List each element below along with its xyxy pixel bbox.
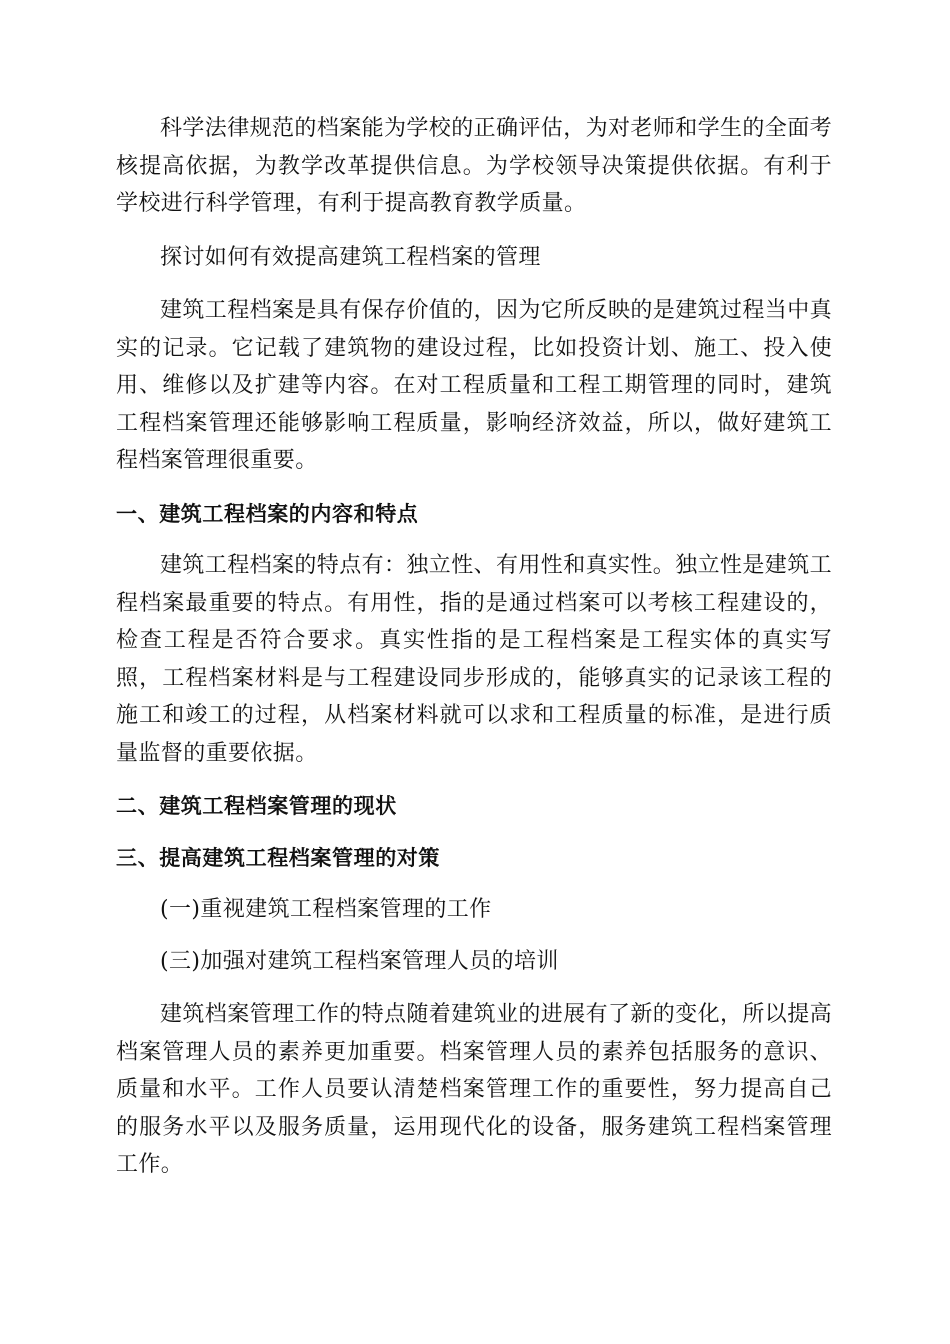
subsection-1: (一)重视建筑工程档案管理的工作	[160, 897, 492, 922]
section-heading-3: 三、提高建筑工程档案管理的对策	[116, 845, 440, 870]
paragraph-school-archives: 科学法律规范的档案能为学校的正确评估，为对老师和学生的全面考核提高依据，为教学改革提供信息。为学校领导决策提供依据。有利于学校进行科学管理，有利于提高教育教学质量。	[116, 116, 833, 216]
paragraph-intro: 建筑工程档案是具有保存价值的，因为它所反映的是建筑过程当中真实的记录。它记载了建筑物的建设过程，比如投资计划、施工、投入使用、维修以及扩建等内容。在对工程质量和工程工期管理的同时，建筑工程档案管理还能够影响工程质量，影响经济效益，所以，做好建筑工程档案管理很重要。	[116, 298, 833, 473]
paragraph-training: 建筑档案管理工作的特点随着建筑业的进展有了新的变化，所以提高档案管理人员的素养更加重要。档案管理人员的素养包括服务的意识、质量和水平。工作人员要认清楚档案管理工作的重要性，努力提高自己的服务水平以及服务质量，运用现代化的设备，服务建筑工程档案管理工作。	[116, 1002, 833, 1177]
subsection-3: (三)加强对建筑工程档案管理人员的培训	[160, 948, 559, 974]
section-heading-2: 二、建筑工程档案管理的现状	[116, 794, 397, 818]
document-page	[116, 110, 832, 1184]
paragraph-topic: 探讨如何有效提高建筑工程档案的管理	[160, 244, 541, 270]
paragraph-features: 建筑工程档案的特点有：独立性、有用性和真实性。独立性是建筑工程档案最重要的特点。有用性，指的是通过档案可以考核工程建设的，检查工程是否符合要求。真实性指的是工程档案是工程实体的真实写照，工程档案材料是与工程建设同步形成的，能够真实的记录该工程的施工和竣工的过程，从档案材料就可以求和工程质量的标准，是进行质量监督的重要依据。	[116, 553, 833, 766]
section-heading-1: 一、建筑工程档案的内容和特点	[116, 501, 419, 526]
